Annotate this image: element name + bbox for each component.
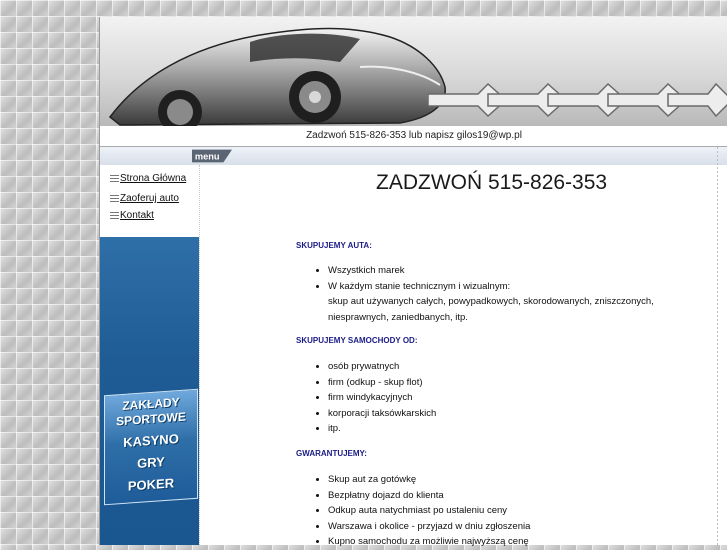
banner-line: POKER	[127, 475, 175, 494]
list-item: • Skup aut za gotówkę	[328, 472, 530, 488]
buy-cars-list	[308, 263, 654, 325]
list-item: • firm (odkup - skup flot)	[328, 375, 436, 391]
section-heading-buy-cars: SKUPUJEMY AUTA:	[296, 241, 372, 250]
list-item: • osób prywatnych	[328, 359, 436, 375]
header-banner	[100, 17, 727, 127]
menu-tab	[192, 147, 232, 165]
buy-from-list	[308, 359, 436, 437]
list-item: • Warszawa i okolice - przyjazd w dniu zgłoszenia	[328, 519, 530, 535]
sidebar-item-offer-car[interactable]	[110, 193, 179, 204]
main-content	[199, 165, 718, 545]
banner-line: KASYNO	[123, 431, 179, 450]
bullet-bars-icon	[110, 195, 119, 202]
list-item: • itp.	[328, 421, 436, 437]
list-item: • Wszystkich marek	[328, 263, 654, 279]
bullet-bars-icon	[110, 212, 119, 219]
list-item: • Kupno samochodu za możliwie najwyższą cenę	[328, 534, 530, 550]
sidebar-item-home[interactable]	[110, 173, 186, 184]
page-container	[99, 17, 727, 545]
section-heading-guarantee: GWARANTUJEMY:	[296, 449, 367, 458]
car-image	[100, 17, 460, 126]
arrows-graphic	[428, 80, 727, 120]
menu-label: menu	[194, 151, 220, 162]
casino-banner[interactable]	[104, 389, 198, 506]
sidebar-item-label: Strona Główna	[120, 173, 187, 184]
sidebar-item-label: Kontakt	[120, 210, 154, 221]
right-divider	[717, 147, 718, 545]
section-heading-buy-from: SKUPUJEMY SAMOCHODY OD:	[296, 336, 418, 345]
banner-line: GRY	[137, 454, 165, 471]
list-item: • Odkup auta natychmiast po ustaleniu ceny	[328, 503, 530, 519]
guarantee-list	[308, 472, 530, 550]
sidebar-item-label: Zaoferuj auto	[120, 193, 179, 204]
list-item	[328, 279, 654, 326]
list-item: • firm windykacyjnych	[328, 390, 436, 406]
list-item: • Bezpłatny dojazd do klienta	[328, 488, 530, 504]
list-item-line: skup aut używanych całych, powypadkowych, skorodowanych, zniszczonych,	[328, 296, 654, 307]
list-item: • korporacji taksówkarskich	[328, 406, 436, 422]
bullet-bars-icon	[110, 175, 119, 182]
contact-line: Zadzwoń 515-826-353 lub napisz gilos19@wp.pl	[100, 126, 727, 147]
page-title: ZADZWOŃ 515-826-353	[376, 171, 608, 194]
blue-side-panel	[100, 237, 199, 545]
list-item-line: • W każdym stanie technicznym i wizualnym:	[328, 280, 511, 292]
list-item-line: niesprawnych, zaniedbanych, itp.	[328, 311, 468, 323]
banner-line: ZAKŁADY	[122, 394, 180, 414]
banner-line: SPORTOWE	[116, 409, 186, 429]
sidebar-item-contact[interactable]	[110, 210, 154, 221]
